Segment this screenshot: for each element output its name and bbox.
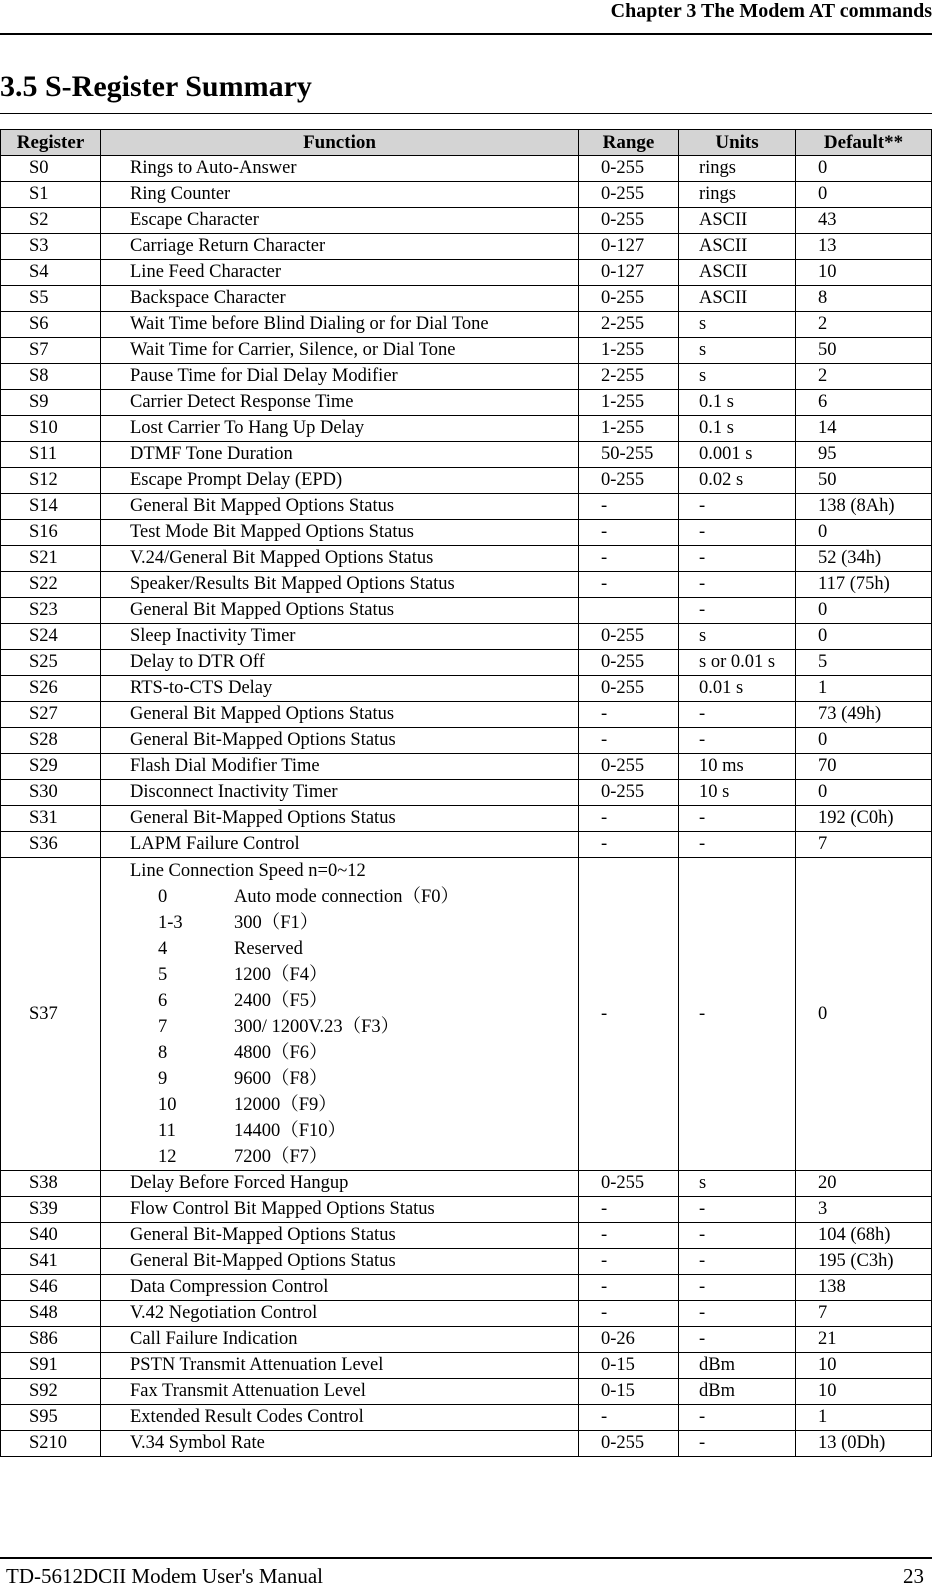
default-cell: 117 (75h) xyxy=(796,572,932,598)
function-cell: General Bit Mapped Options Status xyxy=(101,702,579,728)
speed-option xyxy=(130,988,578,1014)
table-row xyxy=(1,156,932,182)
register-cell: S21 xyxy=(1,546,101,572)
units-cell: - xyxy=(679,1249,796,1275)
units-cell: 0.1 s xyxy=(679,416,796,442)
units-cell: - xyxy=(679,806,796,832)
speed-code: 4 xyxy=(158,939,168,959)
register-cell: S48 xyxy=(1,1301,101,1327)
range-cell: - xyxy=(579,728,679,754)
column-header-default: Default** xyxy=(796,130,932,156)
default-cell: 104 (68h) xyxy=(796,1223,932,1249)
units-cell: ASCII xyxy=(679,234,796,260)
units-cell: - xyxy=(679,702,796,728)
table-row xyxy=(1,1353,932,1379)
range-cell: - xyxy=(579,1405,679,1431)
register-cell: S25 xyxy=(1,650,101,676)
function-cell: Delay to DTR Off xyxy=(101,650,579,676)
function-cell: Ring Counter xyxy=(101,182,579,208)
register-cell: S41 xyxy=(1,1249,101,1275)
function-cell: General Bit-Mapped Options Status xyxy=(101,806,579,832)
units-cell: s xyxy=(679,312,796,338)
register-cell: S8 xyxy=(1,364,101,390)
register-cell: S38 xyxy=(1,1171,101,1197)
function-cell: V.42 Negotiation Control xyxy=(101,1301,579,1327)
table-row xyxy=(1,1171,932,1197)
units-cell: ASCII xyxy=(679,208,796,234)
register-cell: S23 xyxy=(1,598,101,624)
default-cell: 73 (49h) xyxy=(796,702,932,728)
range-cell: - xyxy=(579,546,679,572)
register-cell: S2 xyxy=(1,208,101,234)
table-row xyxy=(1,1405,932,1431)
range-cell: - xyxy=(579,1223,679,1249)
units-cell: 0.001 s xyxy=(679,442,796,468)
speed-code: 8 xyxy=(158,1043,168,1063)
default-cell: 95 xyxy=(796,442,932,468)
units-cell: rings xyxy=(679,156,796,182)
default-cell: 13 (0Dh) xyxy=(796,1431,932,1457)
table-row xyxy=(1,364,932,390)
range-cell: - xyxy=(579,572,679,598)
function-cell: V.24/General Bit Mapped Options Status xyxy=(101,546,579,572)
default-cell: 0 xyxy=(796,728,932,754)
function-cell xyxy=(101,858,579,1171)
register-cell: S9 xyxy=(1,390,101,416)
speed-option xyxy=(130,884,578,910)
table-row xyxy=(1,1249,932,1275)
speed-code: 6 xyxy=(158,991,168,1011)
table-row xyxy=(1,1431,932,1457)
default-cell: 2 xyxy=(796,364,932,390)
register-cell: S28 xyxy=(1,728,101,754)
function-cell: General Bit-Mapped Options Status xyxy=(101,728,579,754)
units-cell: - xyxy=(679,1327,796,1353)
s-register-table xyxy=(0,129,932,1457)
table-row xyxy=(1,572,932,598)
speed-description: 1200（F4） xyxy=(234,965,328,985)
units-cell: rings xyxy=(679,182,796,208)
function-cell: PSTN Transmit Attenuation Level xyxy=(101,1353,579,1379)
units-cell: - xyxy=(679,728,796,754)
table-row xyxy=(1,728,932,754)
default-cell: 138 (8Ah) xyxy=(796,494,932,520)
units-cell: 0.02 s xyxy=(679,468,796,494)
speed-list-title: Line Connection Speed n=0~12 xyxy=(130,861,366,881)
range-cell: 1-255 xyxy=(579,390,679,416)
table-row xyxy=(1,624,932,650)
register-cell: S10 xyxy=(1,416,101,442)
register-cell: S7 xyxy=(1,338,101,364)
function-cell: Test Mode Bit Mapped Options Status xyxy=(101,520,579,546)
speed-option xyxy=(130,1066,578,1092)
default-cell: 0 xyxy=(796,624,932,650)
register-cell: S16 xyxy=(1,520,101,546)
register-cell: S92 xyxy=(1,1379,101,1405)
speed-description: 2400（F5） xyxy=(234,991,328,1011)
function-cell: Escape Character xyxy=(101,208,579,234)
register-cell: S31 xyxy=(1,806,101,832)
range-cell: 0-127 xyxy=(579,260,679,286)
range-cell: 0-255 xyxy=(579,208,679,234)
units-cell: s or 0.01 s xyxy=(679,650,796,676)
default-cell: 0 xyxy=(796,520,932,546)
function-cell: General Bit-Mapped Options Status xyxy=(101,1249,579,1275)
speed-description: 300（F1） xyxy=(234,913,319,933)
function-cell: Extended Result Codes Control xyxy=(101,1405,579,1431)
range-cell: 0-255 xyxy=(579,780,679,806)
function-cell: General Bit-Mapped Options Status xyxy=(101,1223,579,1249)
speed-option xyxy=(130,910,578,936)
column-header-function: Function xyxy=(101,130,579,156)
table-row xyxy=(1,1223,932,1249)
speed-description: 12000（F9） xyxy=(234,1095,337,1115)
register-cell: S27 xyxy=(1,702,101,728)
range-cell: 0-26 xyxy=(579,1327,679,1353)
table-row xyxy=(1,494,932,520)
speed-option xyxy=(130,1118,578,1144)
register-cell: S40 xyxy=(1,1223,101,1249)
speed-option xyxy=(130,1144,578,1170)
chapter-header: Chapter 3 The Modem AT commands xyxy=(610,0,932,22)
register-cell: S91 xyxy=(1,1353,101,1379)
speed-code: 5 xyxy=(158,965,168,985)
function-cell: Flash Dial Modifier Time xyxy=(101,754,579,780)
range-cell: - xyxy=(579,858,679,1171)
default-cell: 138 xyxy=(796,1275,932,1301)
default-cell: 5 xyxy=(796,650,932,676)
function-cell: Line Feed Character xyxy=(101,260,579,286)
table-row xyxy=(1,1197,932,1223)
range-cell: - xyxy=(579,702,679,728)
register-cell: S39 xyxy=(1,1197,101,1223)
speed-description: 9600（F8） xyxy=(234,1069,328,1089)
speed-list xyxy=(130,884,578,1170)
register-cell: S26 xyxy=(1,676,101,702)
units-cell: s xyxy=(679,338,796,364)
table-row xyxy=(1,286,932,312)
table-row xyxy=(1,390,932,416)
range-cell: 0-255 xyxy=(579,286,679,312)
units-cell: - xyxy=(679,1275,796,1301)
range-cell: - xyxy=(579,520,679,546)
function-cell: Pause Time for Dial Delay Modifier xyxy=(101,364,579,390)
table-row xyxy=(1,182,932,208)
default-cell: 192 (C0h) xyxy=(796,806,932,832)
default-cell: 8 xyxy=(796,286,932,312)
table-row xyxy=(1,338,932,364)
units-cell: 0.1 s xyxy=(679,390,796,416)
register-cell: S5 xyxy=(1,286,101,312)
table-row xyxy=(1,260,932,286)
table-row xyxy=(1,676,932,702)
register-cell: S0 xyxy=(1,156,101,182)
footer-rule xyxy=(0,1557,932,1559)
range-cell: 0-255 xyxy=(579,650,679,676)
table-row xyxy=(1,650,932,676)
function-cell: V.34 Symbol Rate xyxy=(101,1431,579,1457)
table-row xyxy=(1,1301,932,1327)
speed-description: 7200（F7） xyxy=(234,1147,328,1167)
table-row xyxy=(1,780,932,806)
register-cell: S3 xyxy=(1,234,101,260)
default-cell: 3 xyxy=(796,1197,932,1223)
function-cell: Flow Control Bit Mapped Options Status xyxy=(101,1197,579,1223)
default-cell: 20 xyxy=(796,1171,932,1197)
units-cell: - xyxy=(679,832,796,858)
table-row xyxy=(1,806,932,832)
units-cell: s xyxy=(679,364,796,390)
register-cell: S86 xyxy=(1,1327,101,1353)
table-row xyxy=(1,546,932,572)
default-cell: 21 xyxy=(796,1327,932,1353)
speed-code: 11 xyxy=(158,1121,176,1141)
speed-code: 1-3 xyxy=(158,913,183,933)
column-header-units: Units xyxy=(679,130,796,156)
default-cell: 0 xyxy=(796,598,932,624)
speed-code: 12 xyxy=(158,1147,177,1167)
register-cell: S37 xyxy=(1,858,101,1171)
table-row xyxy=(1,832,932,858)
default-cell: 13 xyxy=(796,234,932,260)
function-cell: Wait Time before Blind Dialing or for Dial Tone xyxy=(101,312,579,338)
units-cell: 0.01 s xyxy=(679,676,796,702)
table-row-s37 xyxy=(1,858,932,1171)
default-cell: 50 xyxy=(796,468,932,494)
units-cell: ASCII xyxy=(679,260,796,286)
section-title: 3.5 S-Register Summary xyxy=(0,70,312,103)
units-cell: - xyxy=(679,572,796,598)
range-cell: 0-15 xyxy=(579,1379,679,1405)
function-cell: LAPM Failure Control xyxy=(101,832,579,858)
default-cell: 2 xyxy=(796,312,932,338)
function-cell: Fax Transmit Attenuation Level xyxy=(101,1379,579,1405)
speed-code: 0 xyxy=(158,887,168,907)
units-cell: - xyxy=(679,546,796,572)
range-cell: 0-15 xyxy=(579,1353,679,1379)
range-cell: 2-255 xyxy=(579,312,679,338)
register-cell: S22 xyxy=(1,572,101,598)
range-cell: - xyxy=(579,1275,679,1301)
range-cell: 0-255 xyxy=(579,754,679,780)
range-cell xyxy=(579,598,679,624)
register-cell: S24 xyxy=(1,624,101,650)
function-cell: Speaker/Results Bit Mapped Options Status xyxy=(101,572,579,598)
units-cell: - xyxy=(679,520,796,546)
function-cell: Carriage Return Character xyxy=(101,234,579,260)
header-rule xyxy=(0,33,932,35)
function-cell: DTMF Tone Duration xyxy=(101,442,579,468)
speed-description: 14400（F10） xyxy=(234,1121,347,1141)
default-cell: 10 xyxy=(796,1353,932,1379)
table-row xyxy=(1,442,932,468)
section-rule xyxy=(0,113,932,114)
range-cell: - xyxy=(579,1301,679,1327)
range-cell: 0-255 xyxy=(579,1431,679,1457)
default-cell: 0 xyxy=(796,780,932,806)
speed-code: 10 xyxy=(158,1095,177,1115)
table-row xyxy=(1,520,932,546)
default-cell: 1 xyxy=(796,1405,932,1431)
range-cell: 0-255 xyxy=(579,624,679,650)
default-cell: 0 xyxy=(796,858,932,1171)
manual-title: TD-5612DCII Modem User's Manual xyxy=(6,1564,323,1588)
function-cell: Escape Prompt Delay (EPD) xyxy=(101,468,579,494)
table-row xyxy=(1,208,932,234)
units-cell: - xyxy=(679,494,796,520)
table-row xyxy=(1,702,932,728)
function-cell: General Bit Mapped Options Status xyxy=(101,494,579,520)
range-cell: 1-255 xyxy=(579,416,679,442)
column-header-range: Range xyxy=(579,130,679,156)
units-cell: - xyxy=(679,1197,796,1223)
column-header-register: Register xyxy=(1,130,101,156)
function-cell: Lost Carrier To Hang Up Delay xyxy=(101,416,579,442)
range-cell: - xyxy=(579,1197,679,1223)
register-cell: S30 xyxy=(1,780,101,806)
default-cell: 10 xyxy=(796,260,932,286)
speed-description: Auto mode connection（F0） xyxy=(234,887,460,907)
default-cell: 195 (C3h) xyxy=(796,1249,932,1275)
default-cell: 1 xyxy=(796,676,932,702)
speed-code: 9 xyxy=(158,1069,168,1089)
range-cell: 0-127 xyxy=(579,234,679,260)
units-cell: s xyxy=(679,1171,796,1197)
default-cell: 50 xyxy=(796,338,932,364)
units-cell: - xyxy=(679,1431,796,1457)
range-cell: 0-255 xyxy=(579,156,679,182)
register-cell: S4 xyxy=(1,260,101,286)
speed-option xyxy=(130,936,578,962)
range-cell: - xyxy=(579,1249,679,1275)
units-cell: - xyxy=(679,598,796,624)
table-header-row xyxy=(1,130,932,156)
range-cell: 1-255 xyxy=(579,338,679,364)
table-row xyxy=(1,416,932,442)
register-cell: S36 xyxy=(1,832,101,858)
speed-option xyxy=(130,1014,578,1040)
function-cell: Call Failure Indication xyxy=(101,1327,579,1353)
register-cell: S29 xyxy=(1,754,101,780)
default-cell: 7 xyxy=(796,832,932,858)
default-cell: 7 xyxy=(796,1301,932,1327)
register-cell: S210 xyxy=(1,1431,101,1457)
register-cell: S6 xyxy=(1,312,101,338)
function-cell: Data Compression Control xyxy=(101,1275,579,1301)
default-cell: 0 xyxy=(796,156,932,182)
speed-option xyxy=(130,962,578,988)
range-cell: - xyxy=(579,832,679,858)
units-cell: s xyxy=(679,624,796,650)
speed-description: Reserved xyxy=(234,939,303,959)
units-cell: dBm xyxy=(679,1379,796,1405)
speed-description: 300/ 1200V.23（F3） xyxy=(234,1017,400,1037)
table-row xyxy=(1,1379,932,1405)
range-cell: 0-255 xyxy=(579,676,679,702)
table-row xyxy=(1,312,932,338)
units-cell: - xyxy=(679,1223,796,1249)
page-number: 23 xyxy=(903,1564,924,1588)
speed-description: 4800（F6） xyxy=(234,1043,328,1063)
register-cell: S1 xyxy=(1,182,101,208)
units-cell: dBm xyxy=(679,1353,796,1379)
function-cell: General Bit Mapped Options Status xyxy=(101,598,579,624)
function-cell: Backspace Character xyxy=(101,286,579,312)
register-cell: S12 xyxy=(1,468,101,494)
function-cell: Sleep Inactivity Timer xyxy=(101,624,579,650)
speed-option xyxy=(130,1092,578,1118)
range-cell: - xyxy=(579,806,679,832)
function-cell: Wait Time for Carrier, Silence, or Dial Tone xyxy=(101,338,579,364)
register-cell: S95 xyxy=(1,1405,101,1431)
range-cell: 0-255 xyxy=(579,468,679,494)
register-cell: S46 xyxy=(1,1275,101,1301)
default-cell: 52 (34h) xyxy=(796,546,932,572)
speed-code: 7 xyxy=(158,1017,168,1037)
register-cell: S14 xyxy=(1,494,101,520)
function-cell: Disconnect Inactivity Timer xyxy=(101,780,579,806)
range-cell: 2-255 xyxy=(579,364,679,390)
default-cell: 6 xyxy=(796,390,932,416)
function-cell: RTS-to-CTS Delay xyxy=(101,676,579,702)
table-row xyxy=(1,1327,932,1353)
range-cell: - xyxy=(579,494,679,520)
units-cell: 10 ms xyxy=(679,754,796,780)
default-cell: 10 xyxy=(796,1379,932,1405)
table-row xyxy=(1,468,932,494)
units-cell: - xyxy=(679,1301,796,1327)
default-cell: 0 xyxy=(796,182,932,208)
range-cell: 0-255 xyxy=(579,1171,679,1197)
units-cell: - xyxy=(679,1405,796,1431)
function-cell: Delay Before Forced Hangup xyxy=(101,1171,579,1197)
units-cell: ASCII xyxy=(679,286,796,312)
table-row xyxy=(1,1275,932,1301)
register-cell: S11 xyxy=(1,442,101,468)
table-row xyxy=(1,754,932,780)
default-cell: 43 xyxy=(796,208,932,234)
function-cell: Carrier Detect Response Time xyxy=(101,390,579,416)
range-cell: 50-255 xyxy=(579,442,679,468)
table-row xyxy=(1,598,932,624)
default-cell: 14 xyxy=(796,416,932,442)
default-cell: 70 xyxy=(796,754,932,780)
units-cell: 10 s xyxy=(679,780,796,806)
speed-option xyxy=(130,1040,578,1066)
range-cell: 0-255 xyxy=(579,182,679,208)
function-cell: Rings to Auto-Answer xyxy=(101,156,579,182)
units-cell: - xyxy=(679,858,796,1171)
table-row xyxy=(1,234,932,260)
